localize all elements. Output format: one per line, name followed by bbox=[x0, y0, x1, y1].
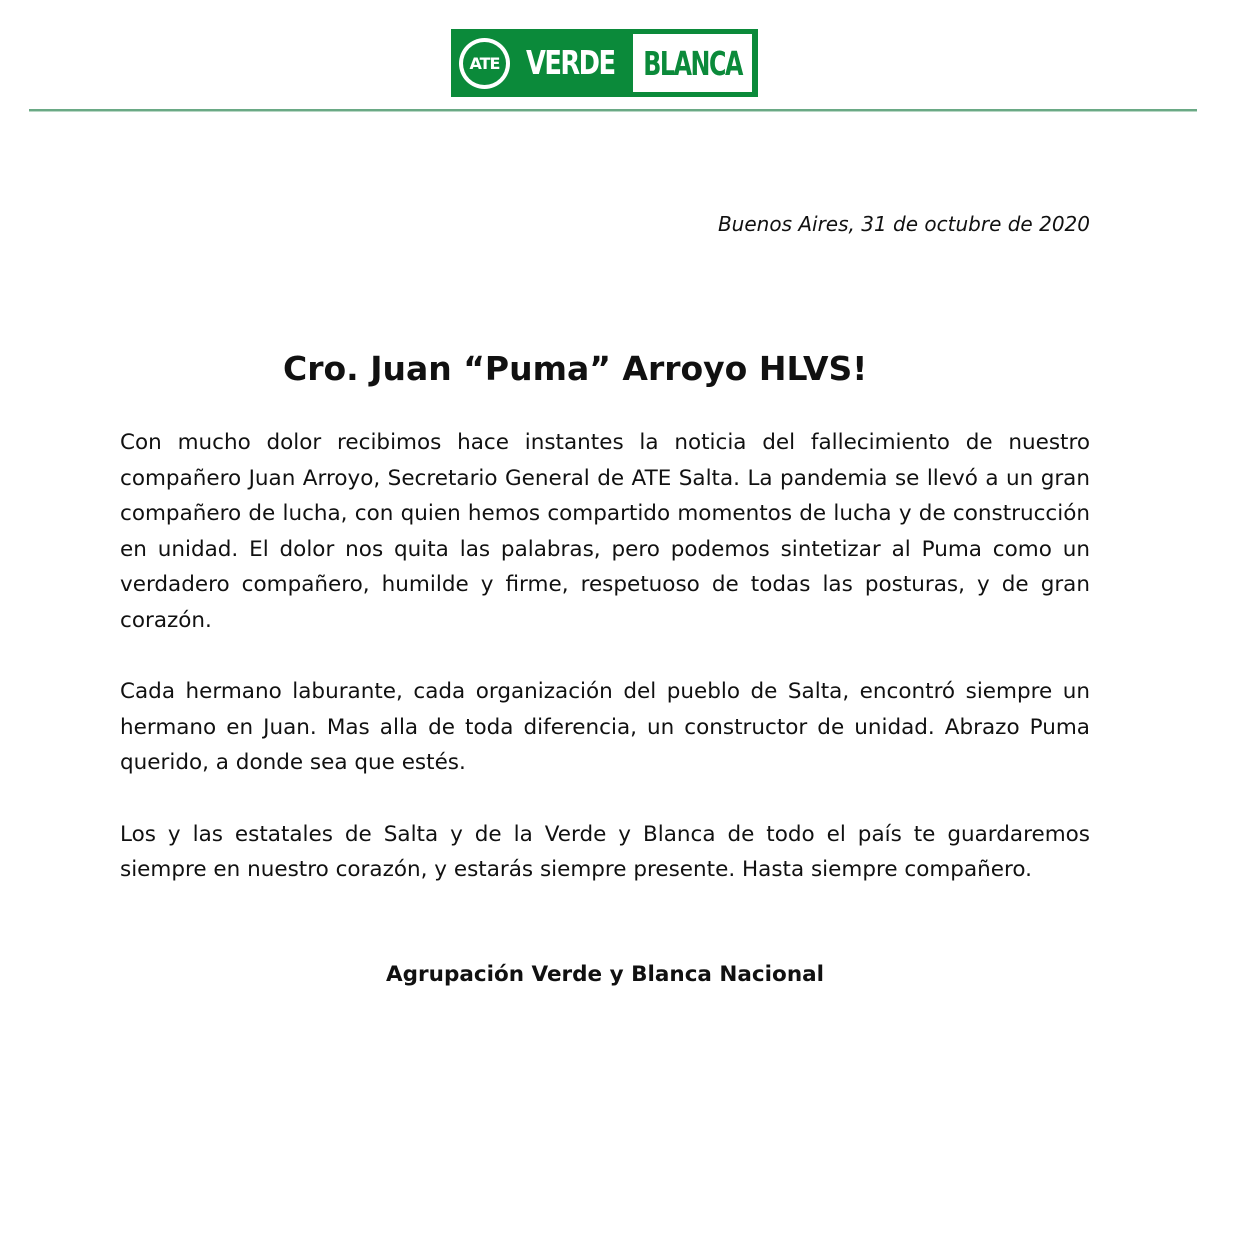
document-body bbox=[120, 425, 1090, 923]
ate-emblem-icon bbox=[459, 38, 510, 89]
logo-blanca-box bbox=[633, 34, 752, 92]
document-title: Cro. Juan “Puma” Arroyo HLVS! bbox=[283, 349, 868, 388]
dateline: Buenos Aires, 31 de octubre de 2020 bbox=[717, 212, 1090, 236]
body-paragraph: Con mucho dolor recibimos hace instantes la noticia del fallecimiento de nuestro compañero Juan Arroyo, Secretario General de ATE Salta. La pandemia se llevó a un gran compañero de lucha, con quien hemos compartido momentos de lucha y de construcción en unidad. El dolor nos quita las palabras, pero podemos sintetizar al Puma como un verdadero compañero, humilde y firme, respetuoso de todas las posturas, y de gran corazón. bbox=[120, 430, 1090, 633]
logo-word-blanca: BLANCA bbox=[643, 43, 742, 83]
body-paragraph: Los y las estatales de Salta y de la Verde y Blanca de todo el país te guardaremos siempre en nuestro corazón, y estarás siempre presente. Hasta siempre compañero. bbox=[120, 821, 1090, 883]
logo-emblem-text: ATE bbox=[469, 54, 500, 73]
signature: Agrupación Verde y Blanca Nacional bbox=[386, 962, 824, 987]
header-divider bbox=[29, 109, 1197, 111]
verde-blanca-logo bbox=[451, 29, 758, 97]
logo-word-verde: VERDE bbox=[526, 43, 615, 82]
body-paragraph: Cada hermano laburante, cada organización del pueblo de Salta, encontró siempre un hermano en Juan. Mas alla de toda diferencia, un constructor de unidad. Abrazo Puma querido, a donde sea que estés. bbox=[120, 679, 1090, 776]
